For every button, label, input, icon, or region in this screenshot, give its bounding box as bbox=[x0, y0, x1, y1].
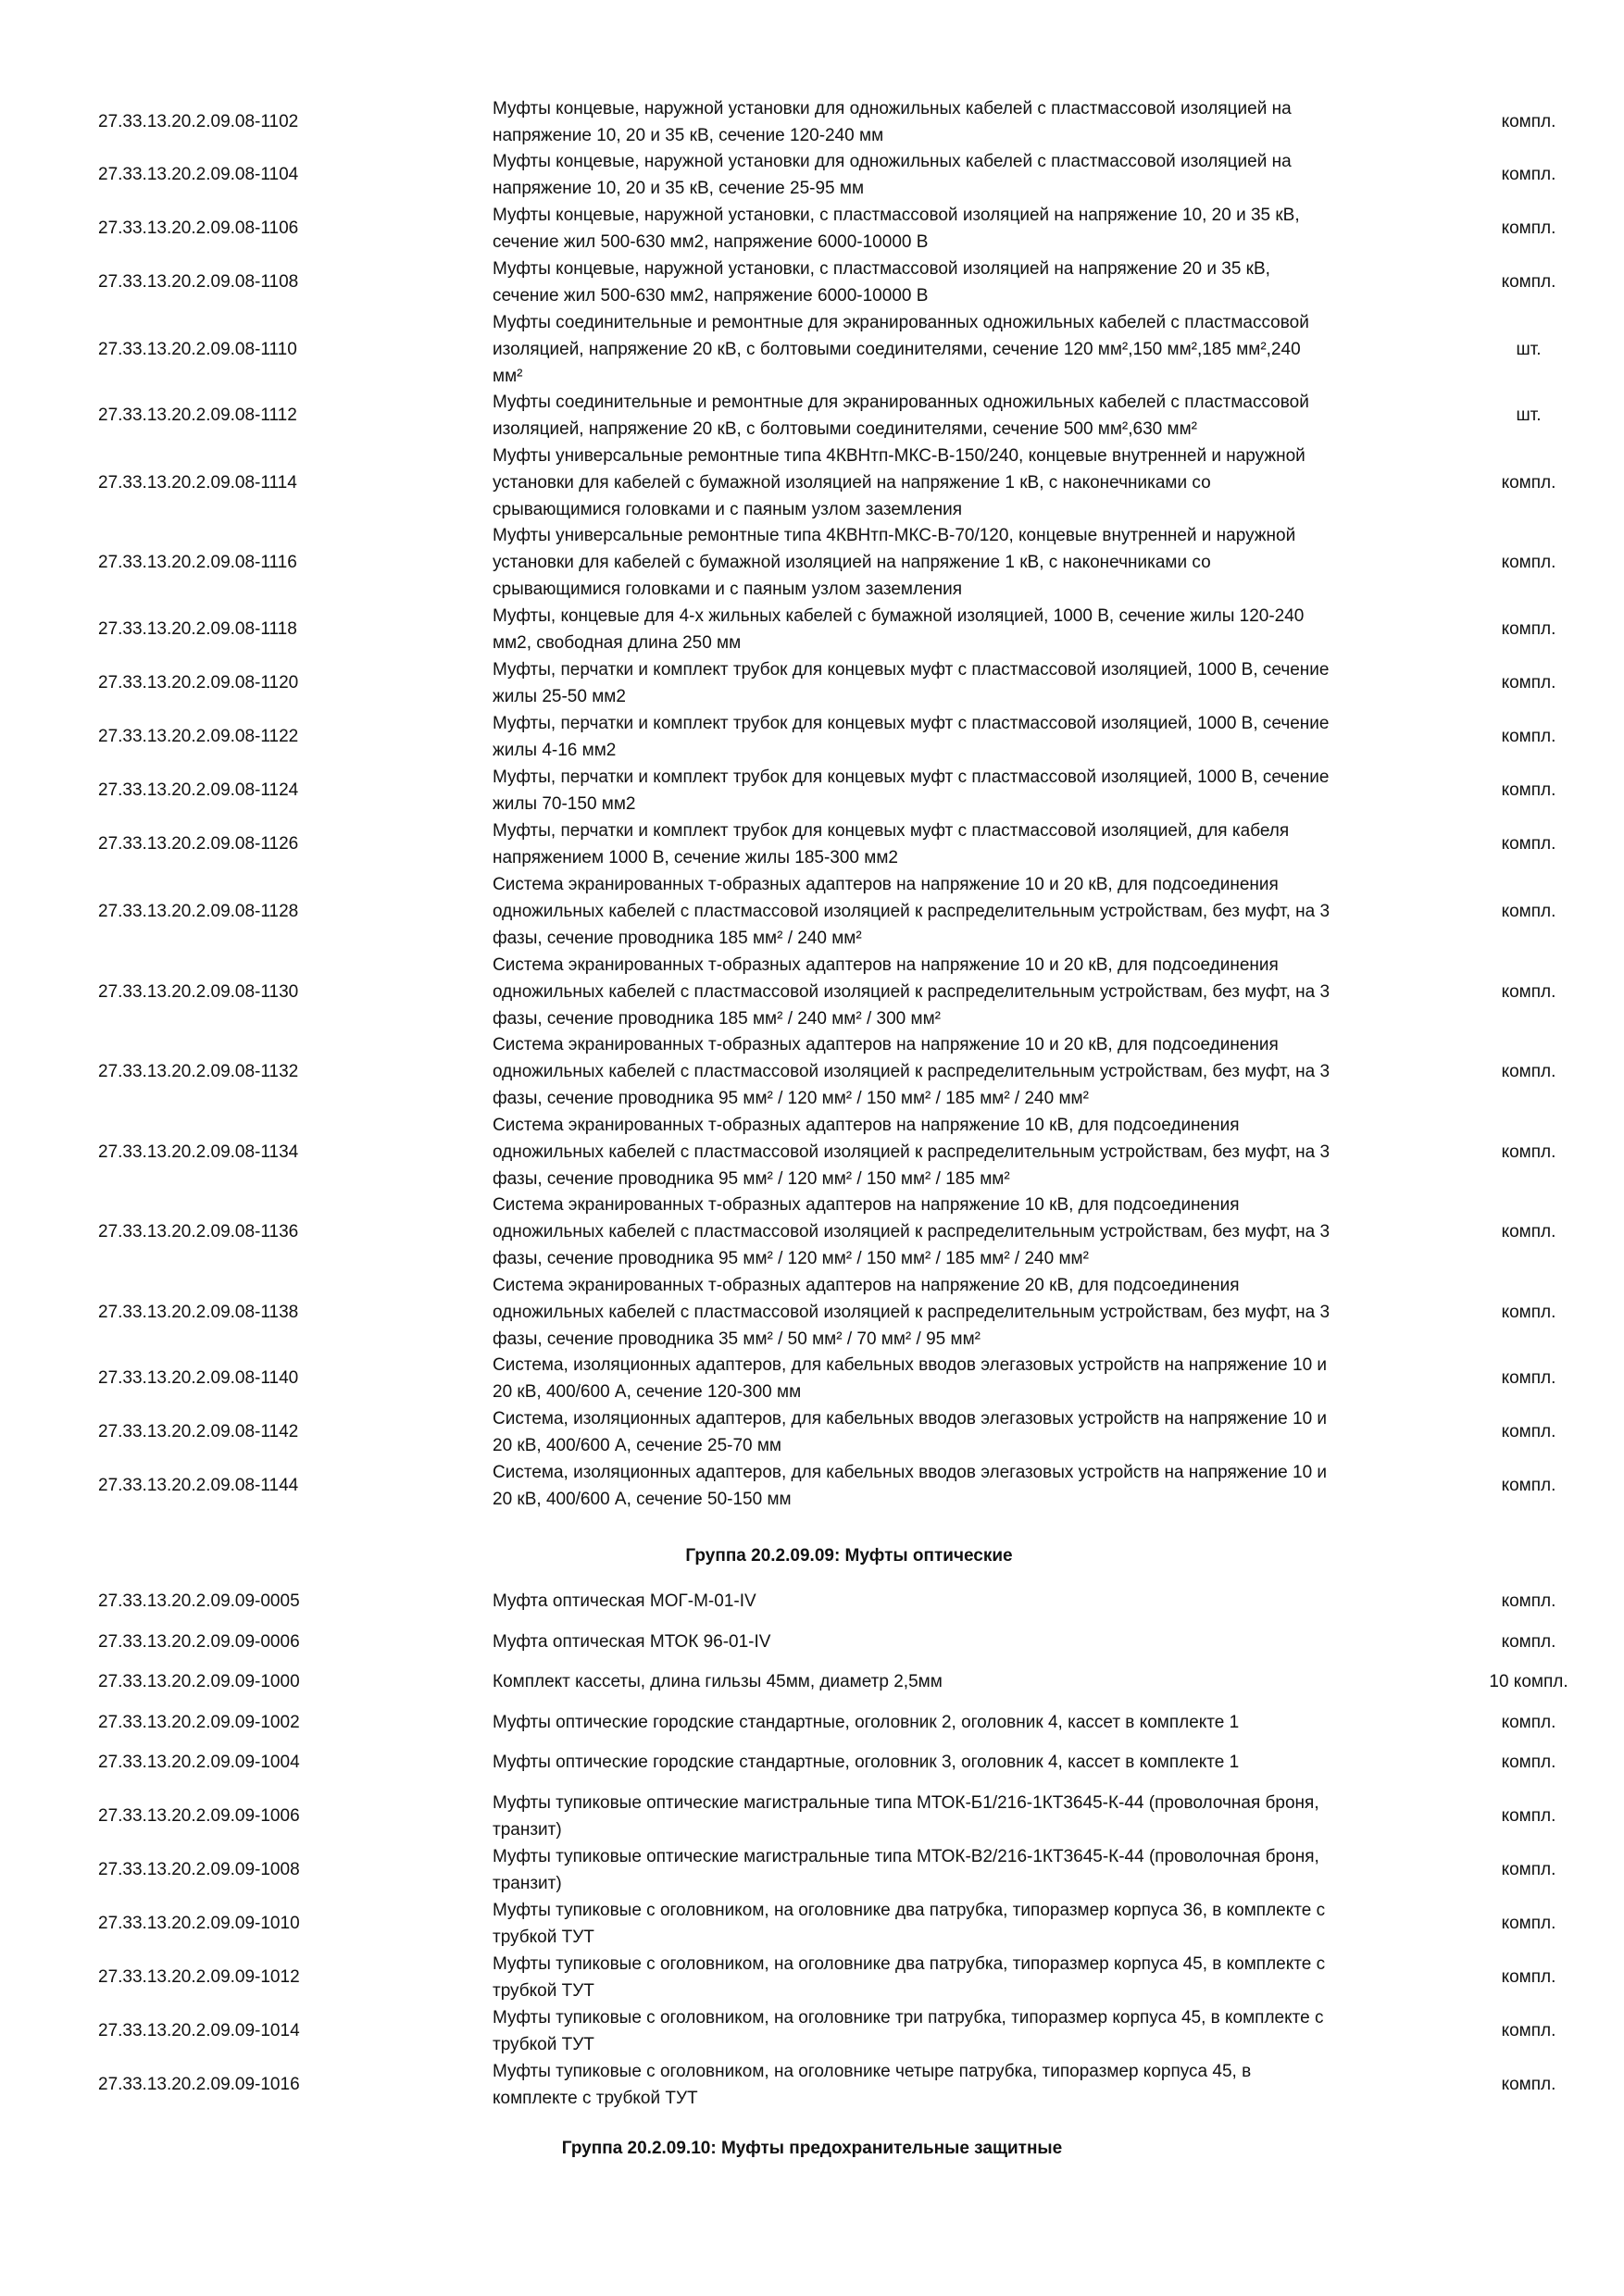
description-line: фазы, сечение проводника 95 мм² / 120 мм² / 150 мм² / 185 мм² bbox=[493, 1169, 1010, 1189]
item-description bbox=[493, 443, 1468, 523]
item-code: 27.33.13.20.2.09.09-1012 bbox=[98, 1967, 300, 1987]
item-code: 27.33.13.20.2.09.08-1124 bbox=[98, 780, 299, 800]
description-line: Муфты тупиковые с оголовником, на оголовнике четыре патрубка, типоразмер корпуса 45, в bbox=[493, 2062, 1252, 2081]
item-code: 27.33.13.20.2.09.08-1134 bbox=[98, 1142, 299, 1162]
item-description bbox=[493, 148, 1468, 202]
description-line: Система, изоляционных адаптеров, для кабельных вводов элегазовых устройств на напряжение 10 и bbox=[493, 1409, 1328, 1429]
description-line: Муфты, перчатки и комплект трубок для концевых муфт с пластмассовой изоляцией, 1000 В, сечение bbox=[493, 767, 1330, 787]
description-line: Система экранированных т-образных адаптеров на напряжение 10 кВ, для подсоединения bbox=[493, 1195, 1240, 1215]
item-unit: компл. bbox=[1501, 1422, 1556, 1441]
item-code: 27.33.13.20.2.09.08-1120 bbox=[98, 673, 299, 693]
description-line: Система экранированных т-образных адаптеров на напряжение 10 и 20 кВ, для подсоединения bbox=[493, 1035, 1279, 1054]
table-row bbox=[0, 1709, 1624, 1736]
description-line: транзит) bbox=[493, 1874, 562, 1893]
item-description bbox=[493, 1897, 1468, 1951]
description-line: одножильных кабелей с пластмассовой изоляцией к распределительным устройствам, без муфт, на 3 bbox=[493, 902, 1330, 921]
table-row bbox=[0, 1352, 1624, 1405]
item-description bbox=[493, 1628, 1468, 1655]
item-code: 27.33.13.20.2.09.08-1144 bbox=[98, 1476, 299, 1495]
item-unit: компл. bbox=[1501, 112, 1556, 131]
description-line: Муфты тупиковые оптические магистральные типа МТОК-В2/216-1КТ3645-К-44 (проволочная броня, bbox=[493, 1847, 1319, 1866]
table-row bbox=[0, 871, 1624, 952]
item-description bbox=[493, 1749, 1468, 1776]
item-unit: компл. bbox=[1501, 1061, 1556, 1081]
description-line: Муфты универсальные ремонтные типа 4КВНтп-МКС-В-150/240, концевые внутренней и наружной bbox=[493, 446, 1305, 466]
item-unit: компл. bbox=[1501, 165, 1556, 184]
description-line: Муфты концевые, наружной установки для одножильных кабелей с пластмассовой изоляцией на bbox=[493, 152, 1292, 171]
table-row bbox=[0, 1628, 1624, 1655]
item-code: 27.33.13.20.2.09.09-1010 bbox=[98, 1914, 300, 1933]
description-line: Система экранированных т-образных адаптеров на напряжение 10 и 20 кВ, для подсоединения bbox=[493, 875, 1279, 894]
description-line: Муфты тупиковые с оголовником, на оголовнике два патрубка, типоразмер корпуса 36, в комплекте с bbox=[493, 1901, 1326, 1920]
description-line: Муфта оптическая МОГ-М-01-IV bbox=[493, 1591, 756, 1611]
item-unit: компл. bbox=[1501, 1476, 1556, 1495]
description-line: трубкой ТУТ bbox=[493, 1981, 594, 2001]
item-description bbox=[493, 764, 1468, 817]
description-line: Муфта оптическая МТОК 96-01-IV bbox=[493, 1632, 771, 1652]
item-code: 27.33.13.20.2.09.09-1006 bbox=[98, 1806, 300, 1826]
item-code: 27.33.13.20.2.09.09-1000 bbox=[98, 1671, 300, 1691]
item-description bbox=[493, 952, 1468, 1032]
item-code: 27.33.13.20.2.09.08-1138 bbox=[98, 1302, 299, 1322]
item-unit: компл. bbox=[1501, 272, 1556, 292]
description-line: 20 кВ, 400/600 А, сечение 50-150 мм bbox=[493, 1490, 792, 1509]
item-description bbox=[493, 817, 1468, 871]
item-code: 27.33.13.20.2.09.09-1016 bbox=[98, 2075, 300, 2094]
description-line: фазы, сечение проводника 35 мм² / 50 мм² / 70 мм² / 95 мм² bbox=[493, 1329, 981, 1349]
table-row bbox=[0, 256, 1624, 309]
item-unit: компл. bbox=[1501, 1591, 1556, 1611]
description-line: одножильных кабелей с пластмассовой изоляцией к распределительным устройствам, без муфт, на 3 bbox=[493, 1142, 1330, 1162]
description-line: фазы, сечение проводника 95 мм² / 120 мм² / 150 мм² / 185 мм² / 240 мм² bbox=[493, 1089, 1089, 1108]
item-code: 27.33.13.20.2.09.08-1114 bbox=[98, 472, 297, 493]
item-description bbox=[493, 1352, 1468, 1405]
description-line: транзит) bbox=[493, 1820, 562, 1840]
description-line: Муфты, перчатки и комплект трубок для концевых муфт с пластмассовой изоляцией, 1000 В, сечение bbox=[493, 660, 1330, 680]
description-line: Муфты тупиковые оптические магистральные типа МТОК-Б1/216-1КТ3645-К-44 (проволочная броня, bbox=[493, 1793, 1319, 1813]
item-unit: компл. bbox=[1501, 1142, 1556, 1162]
item-code: 27.33.13.20.2.09.09-1002 bbox=[98, 1712, 300, 1732]
item-unit: шт. bbox=[1516, 339, 1542, 359]
description-line: Система экранированных т-образных адаптеров на напряжение 20 кВ, для подсоединения bbox=[493, 1276, 1240, 1295]
item-code: 27.33.13.20.2.09.08-1136 bbox=[98, 1221, 299, 1242]
description-line: трубкой ТУТ bbox=[493, 1928, 594, 1947]
description-line: сечение жил 500-630 мм2, напряжение 6000-10000 В bbox=[493, 286, 929, 306]
description-line: Система экранированных т-образных адаптеров на напряжение 10 кВ, для подсоединения bbox=[493, 1116, 1240, 1135]
item-unit: компл. bbox=[1501, 472, 1556, 493]
group-heading: Группа 20.2.09.10: Муфты предохранительные защитные bbox=[561, 2139, 1063, 2158]
description-line: жилы 4-16 мм2 bbox=[493, 741, 617, 760]
table-row bbox=[0, 1897, 1624, 1951]
item-unit: компл. bbox=[1501, 1860, 1556, 1879]
table-row bbox=[0, 2004, 1624, 2058]
description-line: Комплект кассеты, длина гильзы 45мм, диаметр 2,5мм bbox=[493, 1672, 943, 1691]
description-line: одножильных кабелей с пластмассовой изоляцией к распределительным устройствам, без муфт, на 3 bbox=[493, 1303, 1330, 1322]
table-row bbox=[0, 952, 1624, 1032]
item-unit: компл. bbox=[1501, 1302, 1556, 1322]
table-row bbox=[0, 1951, 1624, 2004]
item-unit: шт. bbox=[1516, 406, 1542, 425]
item-description bbox=[493, 2058, 1468, 2112]
item-description bbox=[493, 522, 1468, 603]
description-line: сечение жил 500-630 мм2, напряжение 6000-10000 В bbox=[493, 232, 929, 252]
item-unit: компл. bbox=[1501, 780, 1556, 800]
table-row bbox=[0, 1790, 1624, 1843]
item-code: 27.33.13.20.2.09.09-0005 bbox=[98, 1591, 300, 1611]
item-unit: компл. bbox=[1501, 834, 1556, 854]
description-line: одножильных кабелей с пластмассовой изоляцией к распределительным устройствам, без муфт, на 3 bbox=[493, 1222, 1330, 1242]
item-unit: компл. bbox=[1501, 1368, 1556, 1388]
description-line: Муфты, перчатки и комплект трубок для концевых муфт с пластмассовой изоляцией, для кабеля bbox=[493, 821, 1290, 841]
item-unit: компл. bbox=[1501, 2075, 1556, 2094]
item-unit: компл. bbox=[1501, 1967, 1556, 1987]
table-row bbox=[0, 443, 1624, 523]
item-description bbox=[493, 871, 1468, 952]
item-code: 27.33.13.20.2.09.08-1116 bbox=[98, 552, 297, 572]
table-row bbox=[0, 764, 1624, 817]
item-code: 27.33.13.20.2.09.08-1108 bbox=[98, 272, 299, 292]
table-row bbox=[0, 2058, 1624, 2112]
description-line: Муфты, перчатки и комплект трубок для концевых муфт с пластмассовой изоляцией, 1000 В, сечение bbox=[493, 714, 1330, 733]
table-row bbox=[0, 1588, 1624, 1615]
item-code: 27.33.13.20.2.09.08-1130 bbox=[98, 981, 299, 1002]
item-unit: компл. bbox=[1501, 218, 1556, 238]
item-description bbox=[493, 1843, 1468, 1897]
description-line: срывающимися головками и с паяным узлом заземления bbox=[493, 580, 963, 599]
item-description bbox=[493, 1192, 1468, 1272]
item-description bbox=[493, 1031, 1468, 1112]
item-unit: компл. bbox=[1501, 1806, 1556, 1826]
item-description bbox=[493, 656, 1468, 710]
description-line: Система, изоляционных адаптеров, для кабельных вводов элегазовых устройств на напряжение 10 и bbox=[493, 1463, 1328, 1482]
description-line: одножильных кабелей с пластмассовой изоляцией к распределительным устройствам, без муфт, на 3 bbox=[493, 982, 1330, 1002]
description-line: жилы 70-150 мм2 bbox=[493, 794, 636, 814]
description-line: фазы, сечение проводника 95 мм² / 120 мм² / 150 мм² / 185 мм² / 240 мм² bbox=[493, 1249, 1089, 1268]
table-row bbox=[0, 309, 1624, 390]
table-row bbox=[0, 389, 1624, 443]
description-line: Муфты соединительные и ремонтные для экранированных одножильных кабелей с пластмассовой bbox=[493, 313, 1309, 332]
item-code: 27.33.13.20.2.09.09-1008 bbox=[98, 1860, 300, 1879]
description-line: Муфты тупиковые с оголовником, на оголовнике три патрубка, типоразмер корпуса 45, в комплекте с bbox=[493, 2008, 1324, 2028]
table-row bbox=[0, 1272, 1624, 1353]
table-row bbox=[0, 1749, 1624, 1776]
description-line: комплекте с трубкой ТУТ bbox=[493, 2089, 698, 2108]
description-line: установки для кабелей с бумажной изоляцией на напряжение 1 кВ, с наконечниками со bbox=[493, 473, 1211, 493]
description-line: Муфты универсальные ремонтные типа 4КВНтп-МКС-В-70/120, концевые внутренней и наружной bbox=[493, 526, 1296, 545]
description-line: напряжение 10, 20 и 35 кВ, сечение 120-240 мм bbox=[493, 126, 884, 145]
description-line: Система экранированных т-образных адаптеров на напряжение 10 и 20 кВ, для подсоединения bbox=[493, 955, 1279, 975]
table-row bbox=[0, 1192, 1624, 1272]
item-description bbox=[493, 1112, 1468, 1192]
item-code: 27.33.13.20.2.09.09-1004 bbox=[98, 1752, 300, 1772]
item-unit: 10 компл. bbox=[1489, 1671, 1568, 1691]
description-line: Муфты концевые, наружной установки для одножильных кабелей с пластмассовой изоляцией на bbox=[493, 99, 1292, 119]
item-code: 27.33.13.20.2.09.08-1122 bbox=[98, 727, 299, 746]
item-description bbox=[493, 1459, 1468, 1513]
description-line: напряжение 10, 20 и 35 кВ, сечение 25-95 мм bbox=[493, 179, 865, 198]
description-line: изоляцией, напряжение 20 кВ, с болтовыми соединителями, сечение 500 мм²,630 мм² bbox=[493, 419, 1197, 439]
item-unit: компл. bbox=[1501, 1631, 1556, 1652]
description-line: трубкой ТУТ bbox=[493, 2035, 594, 2054]
table-row bbox=[0, 1843, 1624, 1897]
item-description bbox=[493, 1709, 1468, 1736]
item-description bbox=[493, 603, 1468, 656]
description-line: Система, изоляционных адаптеров, для кабельных вводов элегазовых устройств на напряжение 10 и bbox=[493, 1355, 1328, 1375]
description-line: Муфты соединительные и ремонтные для экранированных одножильных кабелей с пластмассовой bbox=[493, 393, 1309, 412]
item-unit: компл. bbox=[1501, 981, 1556, 1002]
item-code: 27.33.13.20.2.09.08-1112 bbox=[98, 406, 297, 425]
table-row bbox=[0, 656, 1624, 710]
item-code: 27.33.13.20.2.09.08-1118 bbox=[98, 619, 297, 639]
item-unit: компл. bbox=[1501, 2021, 1556, 2040]
item-unit: компл. bbox=[1501, 1221, 1556, 1242]
description-line: 20 кВ, 400/600 А, сечение 120-300 мм bbox=[493, 1382, 802, 1402]
description-line: жилы 25-50 мм2 bbox=[493, 687, 626, 706]
description-line: срывающимися головками и с паяным узлом заземления bbox=[493, 500, 963, 519]
item-code: 27.33.13.20.2.09.08-1110 bbox=[98, 339, 297, 359]
item-unit: компл. bbox=[1501, 1752, 1556, 1772]
item-description bbox=[493, 1588, 1468, 1615]
item-unit: компл. bbox=[1501, 619, 1556, 639]
item-description bbox=[493, 256, 1468, 309]
table-row bbox=[0, 148, 1624, 202]
item-code: 27.33.13.20.2.09.09-1014 bbox=[98, 2021, 300, 2040]
table-row bbox=[0, 1405, 1624, 1459]
item-description bbox=[493, 710, 1468, 764]
description-line: Муфты оптические городские стандартные, оголовник 2, оголовник 4, кассет в комплекте 1 bbox=[493, 1713, 1240, 1732]
item-description bbox=[493, 1951, 1468, 2004]
item-code: 27.33.13.20.2.09.08-1132 bbox=[98, 1061, 299, 1081]
item-code: 27.33.13.20.2.09.08-1128 bbox=[98, 901, 299, 921]
item-code: 27.33.13.20.2.09.08-1142 bbox=[98, 1422, 299, 1441]
item-code: 27.33.13.20.2.09.08-1140 bbox=[98, 1368, 299, 1388]
item-description bbox=[493, 309, 1468, 390]
table-row bbox=[0, 1031, 1624, 1112]
table-row bbox=[0, 1112, 1624, 1192]
description-line: Муфты оптические городские стандартные, оголовник 3, оголовник 4, кассет в комплекте 1 bbox=[493, 1753, 1240, 1772]
description-line: 20 кВ, 400/600 А, сечение 25-70 мм bbox=[493, 1436, 781, 1455]
description-line: Муфты концевые, наружной установки, с пластмассовой изоляцией на напряжение 10, 20 и 35 кВ, bbox=[493, 206, 1300, 225]
item-unit: компл. bbox=[1501, 901, 1556, 921]
item-description bbox=[493, 389, 1468, 443]
table-row bbox=[0, 603, 1624, 656]
table-row bbox=[0, 710, 1624, 764]
item-unit: компл. bbox=[1501, 727, 1556, 746]
item-unit: компл. bbox=[1501, 673, 1556, 693]
table-row bbox=[0, 522, 1624, 603]
item-code: 27.33.13.20.2.09.08-1126 bbox=[98, 834, 299, 854]
item-unit: компл. bbox=[1501, 1914, 1556, 1933]
item-unit: компл. bbox=[1501, 1712, 1556, 1732]
item-unit: компл. bbox=[1501, 552, 1556, 572]
table-row bbox=[0, 817, 1624, 871]
description-line: мм2, свободная длина 250 мм bbox=[493, 633, 742, 653]
description-line: одножильных кабелей с пластмассовой изоляцией к распределительным устройствам, без муфт, на 3 bbox=[493, 1062, 1330, 1081]
item-description bbox=[493, 1790, 1468, 1843]
item-description bbox=[493, 202, 1468, 256]
table-row bbox=[0, 202, 1624, 256]
item-code: 27.33.13.20.2.09.08-1104 bbox=[98, 165, 299, 184]
description-line: мм² bbox=[493, 367, 523, 386]
description-line: установки для кабелей с бумажной изоляцией на напряжение 1 кВ, с наконечниками со bbox=[493, 553, 1211, 572]
group-heading: Группа 20.2.09.09: Муфты оптические bbox=[685, 1546, 1013, 1566]
description-line: Муфты, концевые для 4-х жильных кабелей с бумажной изоляцией, 1000 В, сечение жилы 120-240 bbox=[493, 606, 1305, 626]
item-code: 27.33.13.20.2.09.08-1102 bbox=[98, 112, 299, 131]
item-code: 27.33.13.20.2.09.08-1106 bbox=[98, 218, 299, 238]
table-row bbox=[0, 1668, 1624, 1695]
item-description bbox=[493, 1668, 1468, 1695]
description-line: напряжением 1000 В, сечение жилы 185-300 мм2 bbox=[493, 848, 898, 867]
item-description bbox=[493, 1272, 1468, 1353]
table-row bbox=[0, 95, 1624, 149]
item-description bbox=[493, 2004, 1468, 2058]
item-code: 27.33.13.20.2.09.09-0006 bbox=[98, 1631, 300, 1652]
description-line: фазы, сечение проводника 185 мм² / 240 мм² bbox=[493, 929, 862, 948]
item-description bbox=[493, 95, 1468, 149]
description-line: фазы, сечение проводника 185 мм² / 240 мм² / 300 мм² bbox=[493, 1009, 941, 1029]
item-description bbox=[493, 1405, 1468, 1459]
description-line: изоляцией, напряжение 20 кВ, с болтовыми соединителями, сечение 120 мм²,150 мм²,185 мм²,240 bbox=[493, 340, 1301, 359]
table-row bbox=[0, 1459, 1624, 1513]
description-line: Муфты концевые, наружной установки, с пластмассовой изоляцией на напряжение 20 и 35 кВ, bbox=[493, 259, 1270, 279]
description-line: Муфты тупиковые с оголовником, на оголовнике два патрубка, типоразмер корпуса 45, в комплекте с bbox=[493, 1954, 1326, 1974]
